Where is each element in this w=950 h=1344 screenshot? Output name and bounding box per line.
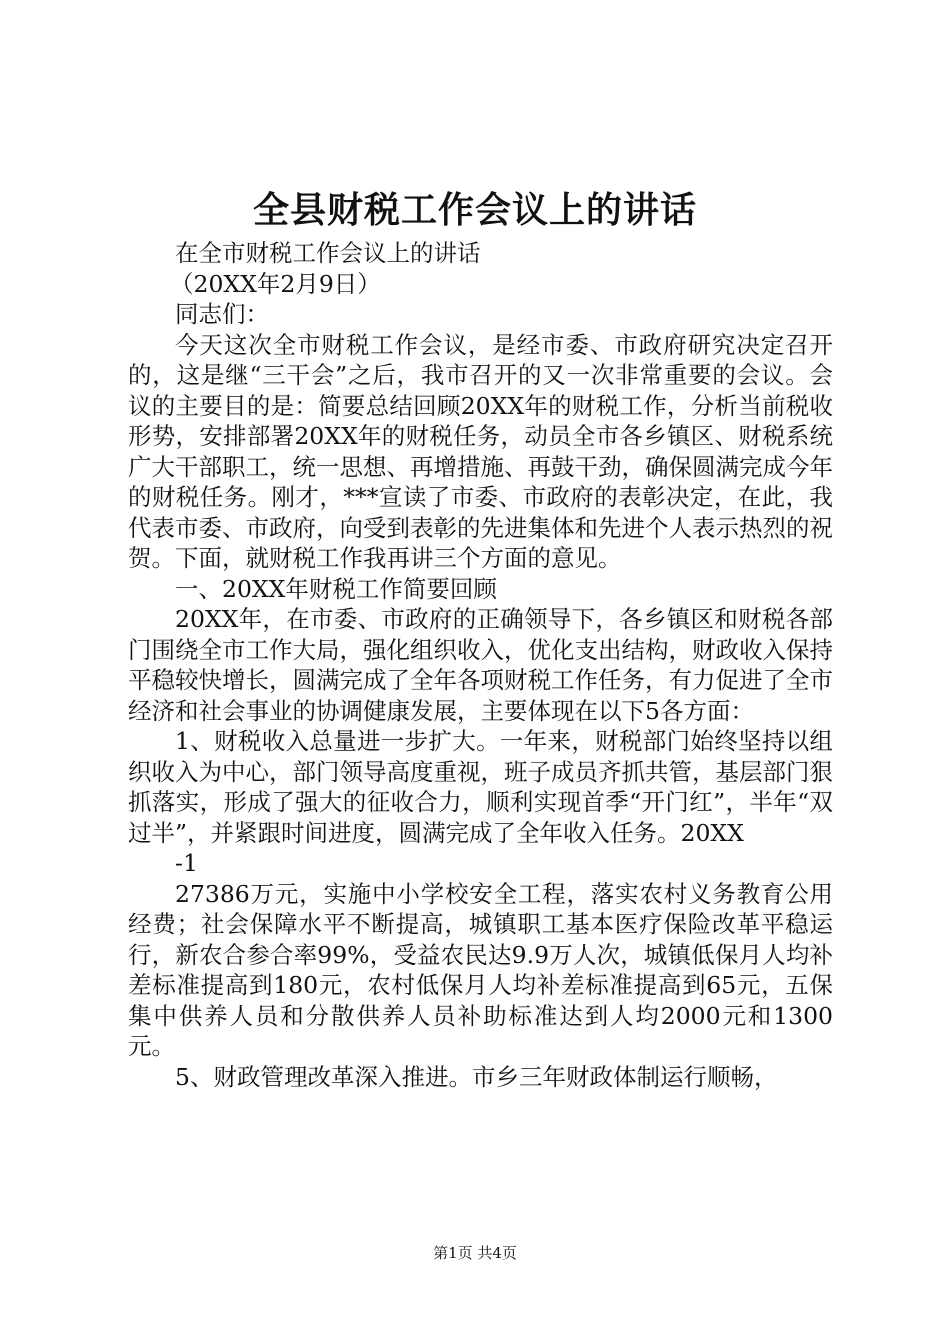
body-paragraph: 5、财政管理改革深入推进。市乡三年财政体制运行顺畅， xyxy=(175,1062,778,1091)
salutation: 同志们： xyxy=(175,300,269,328)
body-paragraph: 今天这次全市财税工作会议，是经市委、市政府研究决定召开的，这是继“三干会”之后，我市召开的又一次非常重要的会议。会议的主要目的是：简要总结回顾20XX年的财税工作，分析当前税收形势，安排部署20XX年的财税任务，动员全市各乡镇区、财税系统广大干部职工，统一思想、再增措施、再鼓干劲，确保圆满完成今年的财税任务。刚才，***宣读了市委、市政府的表彰决定，在此，我代表市委、市政府，向受到表彰的先进集体和先进个人表示热烈的祝贺。下面，就财税工作我再讲三个方面的意见。 xyxy=(128,330,833,572)
document-title: 全县财税工作会议上的讲话 xyxy=(252,189,697,231)
document-body xyxy=(128,238,833,1092)
body-paragraph: 1、财税收入总量进一步扩大。一年来，财税部门始终坚持以组织收入为中心，部门领导高度重视，班子成员齐抓共管，基层部门狠抓落实，形成了强大的征收合力，顺利实现首季“开门红”，半年“双过半”，并紧跟时间进度，圆满完成了全年收入任务。20XX xyxy=(128,727,833,847)
body-paragraph: 20XX年，在市委、市政府的正确领导下，各乡镇区和财税各部门围绕全市工作大局，强化组织收入，优化支出结构，财政收入保持平稳较快增长，圆满完成了全年各项财税工作任务，有力促进了全市经济和社会事业的协调健康发展，主要体现在以下5各方面： xyxy=(128,605,833,725)
speech-date: （20XX年2月9日） xyxy=(170,269,381,298)
page-break-marker: -1 xyxy=(175,849,198,877)
speech-subtitle: 在全市财税工作会议上的讲话 xyxy=(175,239,481,267)
body-paragraph: 27386万元，实施中小学校安全工程，落实农村义务教育公用经费；社会保障水平不断提高，城镇职工基本医疗保险改革平稳运行，新农合参合率99%，受益农民达9.9万人次，城镇低保月人均补差标准提高到180元，农村低保月人均补差标准提高到65元，五保集中供养人员和分散供养人员补助标准达到人均2000元和1300元。 xyxy=(128,879,833,1060)
page-number-footer: 第1页 共4页 xyxy=(433,1244,517,1262)
section-heading: 一、20XX年财税工作简要回顾 xyxy=(175,574,497,603)
